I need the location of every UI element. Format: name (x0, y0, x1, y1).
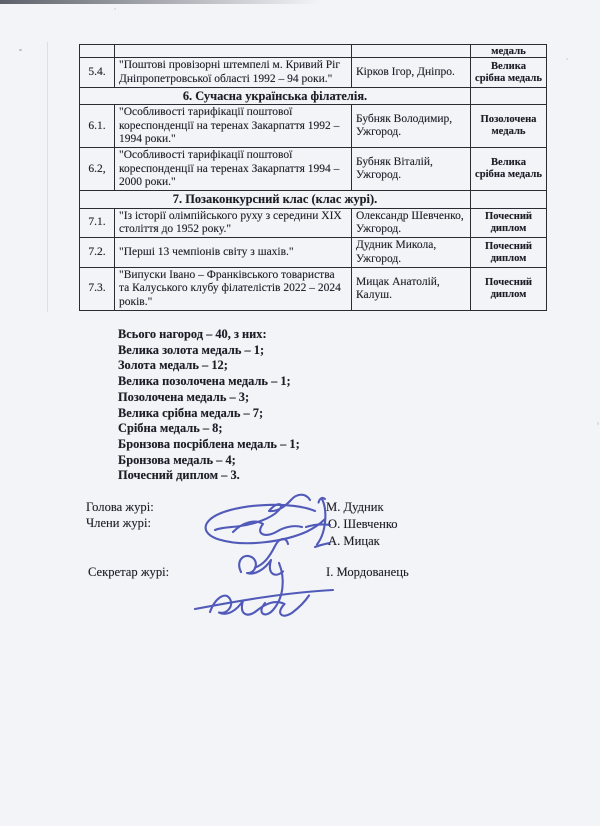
cell-award (471, 191, 547, 208)
cell-title: "Перші 13 чемпіонів світу з шахів." (115, 238, 352, 268)
jury-secretary-name: І. Мордованець (326, 565, 409, 579)
cell-title: "Випуски Івано – Франківського товариства та Калуського клубу філателістів 2022 – 2024 років." (115, 268, 352, 311)
section-header-row (80, 88, 547, 105)
table-row (80, 148, 547, 191)
table-row (80, 208, 547, 238)
cell-exhibitor: Бубняк Віталій, Ужгород. (352, 148, 471, 191)
jury-head-label: Голова журі: (86, 500, 154, 514)
cell-title: "Поштові провізорні штемпелі м. Кривий Ріг Дніпропетровської області 1992 – 94 роки." (115, 58, 352, 88)
cell-number: 7.3. (80, 268, 115, 311)
scan-speck (19, 49, 22, 51)
cell-award: Почесний диплом (471, 208, 547, 238)
jury-member-name: О. Шевченко (328, 517, 398, 531)
cell-award: Позолочена медаль (471, 105, 547, 148)
scan-artifact-top-edge (0, 0, 320, 4)
cell-title (115, 45, 352, 58)
summary-line: Велика срібна медаль – 7; (118, 405, 264, 420)
cell-exhibitor: Дудник Микола, Ужгород. (352, 238, 471, 268)
awards-table (79, 44, 547, 311)
summary-line: Позолочена медаль – 3; (118, 389, 250, 404)
table-row (80, 58, 547, 88)
summary-line: Всього нагород – 40, з них: (118, 327, 267, 341)
jury-members-label: Члени журі: (86, 516, 151, 530)
cell-title: "Особливості тарифікації поштової кореспонденції на теренах Закарпаття 1994 – 2000 роки." (115, 148, 352, 191)
summary-line: Почесний диплом – 3. (118, 468, 240, 483)
cell-exhibitor: Бубняк Володимир, Ужгород. (352, 105, 471, 148)
section-header-row (80, 191, 547, 208)
summary-line: Бронзова посріблена медаль – 1; (118, 436, 300, 451)
jury-member-name: А. Мицак (328, 534, 380, 548)
cell-number (80, 45, 115, 58)
cell-title: "Особливості тарифікації поштової кореспонденції на теренах Закарпаття 1992 – 1994 роки." (115, 105, 352, 148)
cell-award: Почесний диплом (471, 268, 547, 311)
table-row (80, 238, 547, 268)
scan-speck (114, 8, 116, 10)
cell-number: 7.1. (80, 208, 115, 238)
jury-head-name: М. Дудник (326, 500, 384, 514)
jury-signatures-handwriting-icon (175, 486, 355, 636)
cell-award: Велика срібна медаль (471, 58, 547, 88)
section-header-cell: 7. Позаконкурсний клас (клас журі). (80, 191, 471, 208)
summary-line: Велика позолочена медаль – 1; (118, 374, 291, 389)
cell-award: медаль (471, 45, 547, 58)
cell-number: 5.4. (80, 58, 115, 88)
cell-exhibitor: Мицак Анатолій, Калуш. (352, 268, 471, 311)
cell-award: Велика срібна медаль (471, 148, 547, 191)
cell-number: 6.1. (80, 105, 115, 148)
section-header-cell: 6. Сучасна українська філателія. (80, 88, 471, 105)
table-row (80, 105, 547, 148)
cell-exhibitor: Олександр Шевченко, Ужгород. (352, 208, 471, 238)
summary-line: Бронзова медаль – 4; (118, 452, 236, 467)
cell-exhibitor (352, 45, 471, 58)
cell-number: 6.2, (80, 148, 115, 191)
scan-fold-line (47, 42, 48, 312)
table-row (80, 268, 547, 311)
summary-line: Велика золота медаль – 1; (118, 342, 265, 357)
table-row (80, 45, 547, 58)
cell-award: Почесний диплом (471, 238, 547, 268)
scan-speck (597, 422, 599, 425)
scan-speck (566, 58, 568, 60)
cell-exhibitor: Кірков Ігор, Дніпро. (352, 58, 471, 88)
cell-title: "Із історії олімпійського руху з середини XIX століття до 1952 року." (115, 208, 352, 238)
awards-summary (118, 327, 300, 484)
jury-secretary-label: Секретар журі: (88, 565, 170, 579)
cell-award (471, 88, 547, 105)
summary-line: Золота медаль – 12; (118, 358, 228, 373)
cell-number: 7.2. (80, 238, 115, 268)
summary-line: Срібна медаль – 8; (118, 421, 223, 436)
